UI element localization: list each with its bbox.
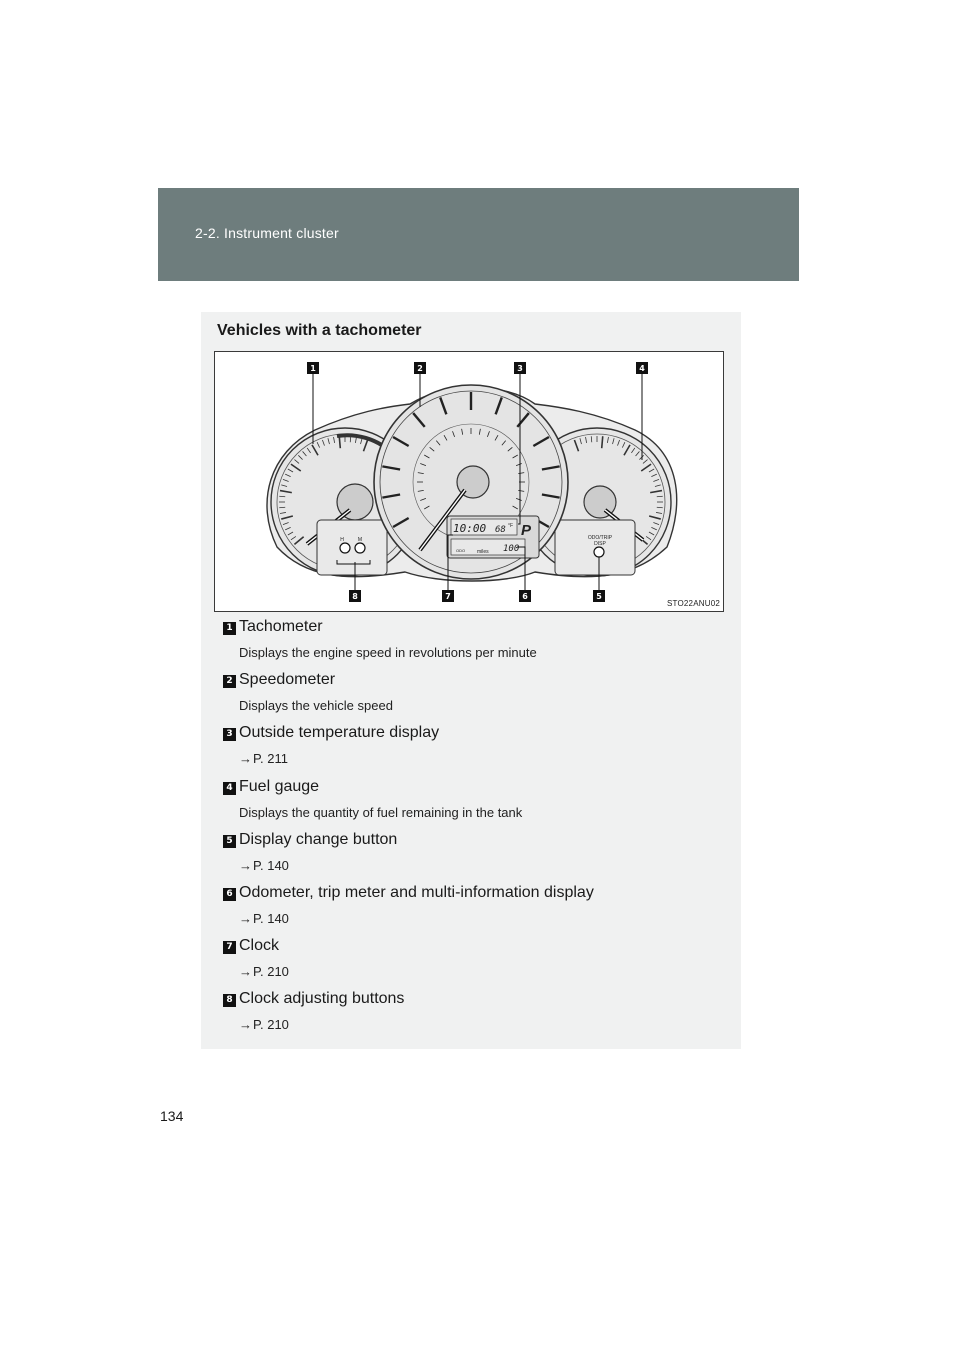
figure-code: STO22ANU02 [667, 599, 720, 608]
list-item [223, 831, 723, 884]
arrow-icon: → [239, 1017, 252, 1033]
item-title: Clock adjusting buttons [239, 990, 405, 1008]
item-reference [239, 858, 289, 873]
arrow-icon: → [239, 751, 252, 767]
item-number-badge: 4 [223, 782, 236, 795]
list-item [223, 671, 723, 724]
item-title: Speedometer [239, 671, 336, 689]
list-item [223, 778, 723, 831]
item-title: Clock [239, 937, 280, 955]
item-title: Odometer, trip meter and multi-information display [239, 883, 594, 901]
item-title: Fuel gauge [239, 777, 320, 795]
lcd-miles: miles [477, 549, 489, 555]
page-reference-link[interactable]: P. 211 [253, 751, 288, 767]
page-reference-link[interactable]: P. 140 [253, 910, 289, 926]
page-reference-link[interactable]: P. 140 [253, 857, 289, 873]
lcd-gear: P [521, 522, 532, 539]
svg-text:8: 8 [352, 592, 358, 601]
section-header [158, 188, 799, 281]
item-number-badge: 8 [223, 994, 236, 1007]
item-reference [239, 751, 288, 766]
item-number-badge: 2 [223, 675, 236, 688]
clock-h-button [340, 543, 350, 553]
list-item [223, 884, 723, 937]
page-number: 134 [160, 1108, 184, 1124]
lcd-temperature: 68 [495, 525, 506, 535]
page-reference-link[interactable]: P. 210 [253, 964, 289, 980]
svg-text:1: 1 [310, 364, 316, 373]
svg-text:4: 4 [639, 364, 645, 373]
lcd-odo-icon: ODO [456, 548, 466, 553]
clock-m-button [355, 543, 365, 553]
svg-text:2: 2 [417, 364, 423, 373]
arrow-icon: → [239, 964, 252, 980]
page-reference-link[interactable]: P. 210 [253, 1017, 289, 1033]
instrument-cluster-illustration [215, 352, 723, 611]
list-item [223, 937, 723, 990]
odo-trip-label: ODO/TRIP [587, 535, 613, 541]
list-item [223, 990, 723, 1043]
arrow-icon: → [239, 910, 252, 926]
instrument-cluster-figure [214, 351, 724, 612]
svg-text:6: 6 [522, 592, 528, 601]
svg-text:7: 7 [445, 592, 451, 601]
item-description: Displays the vehicle speed [239, 698, 393, 714]
h-label: H [340, 537, 344, 543]
item-title: Tachometer [239, 618, 323, 635]
disp-label: DISP [594, 541, 606, 547]
panel-title: Vehicles with a tachometer [217, 322, 422, 339]
item-title: Display change button [239, 830, 398, 848]
m-label: M [357, 537, 363, 543]
content-panel [201, 312, 741, 1049]
svg-text:3: 3 [517, 364, 523, 373]
item-number-badge: 5 [223, 835, 236, 848]
section-title: 2-2. Instrument cluster [195, 225, 339, 241]
item-description: Displays the quantity of fuel remaining in the tank [239, 804, 523, 820]
speedometer-gauge [374, 385, 568, 579]
svg-text:5: 5 [596, 592, 602, 601]
item-number-badge: 1 [223, 622, 236, 635]
item-reference [239, 911, 289, 926]
list-item [223, 618, 723, 671]
arrow-icon: → [239, 857, 252, 873]
list-item [223, 724, 723, 777]
odo-trip-button [594, 547, 604, 557]
item-reference [239, 964, 289, 979]
item-number-badge: 6 [223, 888, 236, 901]
lcd-clock: 10:00 [453, 522, 487, 535]
callout-list [223, 618, 723, 1044]
item-reference [239, 1017, 289, 1032]
item-number-badge: 7 [223, 941, 236, 954]
item-description: Displays the engine speed in revolutions per minute [239, 645, 537, 660]
item-number-badge: 3 [223, 728, 236, 741]
item-title: Outside temperature display [239, 724, 440, 742]
lcd-temp-unit: °F [508, 523, 514, 529]
lcd-odometer: 100 [503, 544, 520, 554]
